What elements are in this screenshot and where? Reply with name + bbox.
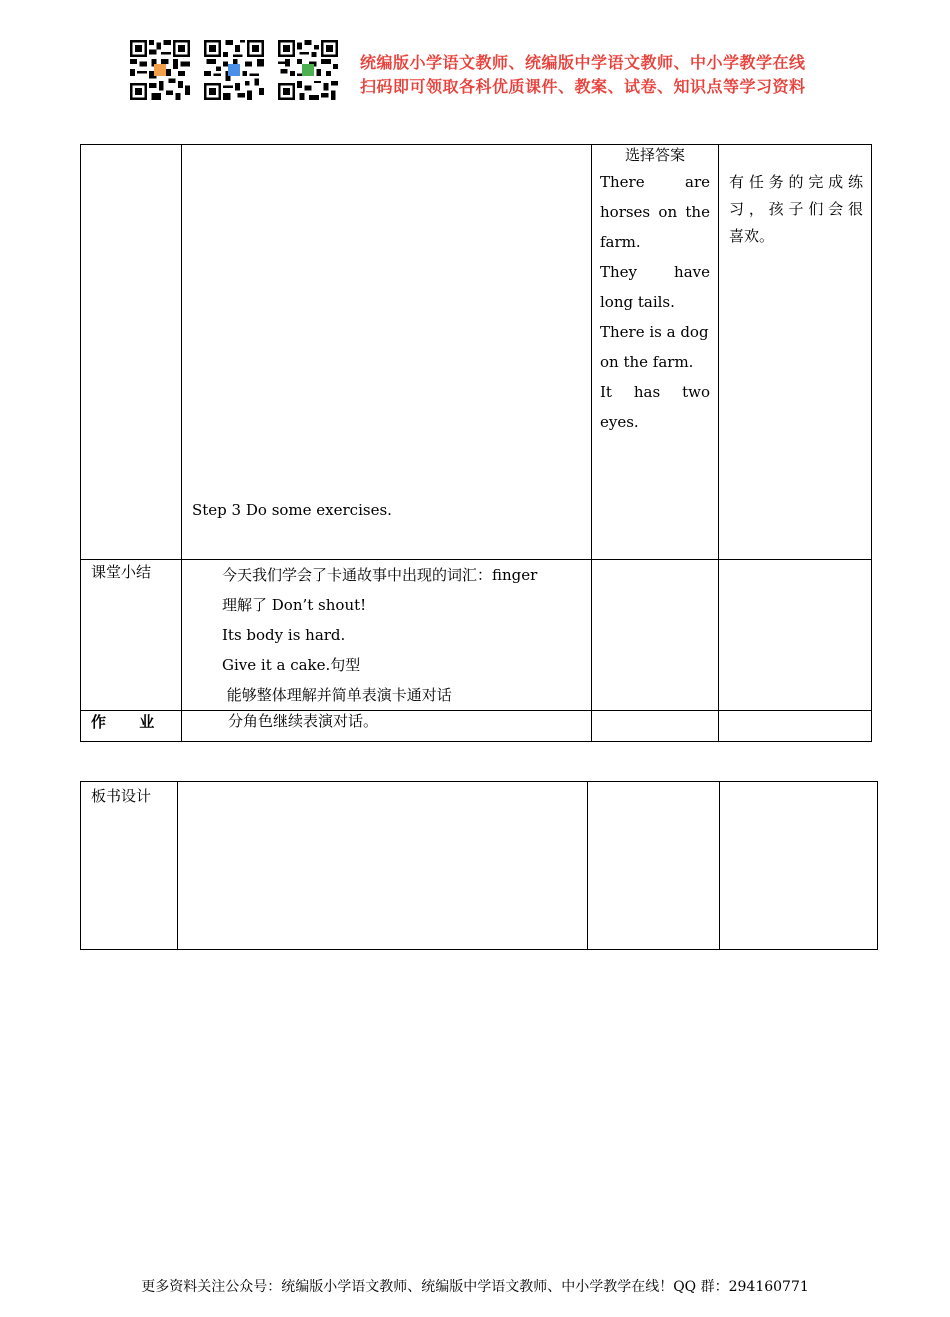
lesson-plan-table [80, 144, 872, 742]
board-empty-3 [720, 782, 878, 950]
table-row-board [81, 782, 878, 950]
answer-word: have [674, 263, 710, 281]
label-cell-empty [81, 145, 182, 560]
activity-cell [182, 145, 592, 560]
qr-code-icon [204, 40, 264, 100]
promo-line-2: 扫码即可领取各科优质课件、教案、试卷、知识点等学习资料 [360, 77, 806, 96]
note-line: 习，孩子们会很 [729, 200, 863, 218]
table-row-activity [81, 145, 872, 560]
note-cell [719, 145, 872, 560]
answer-line: long tails. [600, 293, 675, 311]
summary-lines [222, 560, 583, 710]
footer-text: 更多资料关注公众号：统编版小学语文教师、统编版中学语文教师、中小学教学在线！QQ 群：294160771 [141, 1279, 809, 1295]
answer-word: They [600, 263, 638, 281]
header-banner [128, 40, 848, 104]
answer-word: has [633, 383, 661, 401]
homework-empty-2 [719, 711, 872, 742]
qr-code-icon [130, 40, 190, 100]
summary-line: Give it a cake.句型 [222, 656, 361, 674]
summary-line: 理解了 Don’t shout! [222, 596, 367, 614]
answer-line: farm. [600, 233, 641, 251]
summary-empty-2 [719, 560, 872, 711]
summary-label: 课堂小结 [81, 560, 182, 711]
teacher-note [729, 169, 863, 250]
answer-line [600, 167, 710, 197]
answer-line [600, 197, 710, 227]
board-empty-2 [588, 782, 720, 950]
answers-list [600, 167, 710, 437]
summary-line: Its body is hard. [222, 626, 346, 644]
note-line: 有任务的完成练 [729, 173, 863, 191]
answer-line: on the farm. [600, 353, 694, 371]
answer-line [600, 377, 710, 407]
answer-word: two [682, 383, 710, 401]
homework-text: 分角色继续表演对话。 [228, 712, 379, 730]
qr-code-icon [278, 40, 338, 100]
answer-word: It [600, 383, 612, 401]
answer-line: eyes. [600, 413, 639, 431]
homework-empty-1 [592, 711, 719, 742]
answer-word: There [600, 173, 645, 191]
answer-word: on [658, 203, 678, 221]
summary-empty-1 [592, 560, 719, 711]
table-row-homework [81, 711, 872, 742]
board-design-table [80, 781, 878, 950]
homework-label: 作 业 [81, 711, 182, 742]
table-row-summary [81, 560, 872, 711]
board-design-label: 板书设计 [81, 782, 178, 950]
summary-content [182, 560, 592, 711]
answer-line [600, 257, 710, 287]
board-empty-1 [178, 782, 588, 950]
answers-cell [592, 145, 719, 560]
answers-title: 选择答案 [624, 146, 685, 164]
summary-line: 能够整体理解并简单表演卡通对话 [222, 686, 452, 704]
homework-content [182, 711, 592, 742]
promo-line-1: 统编版小学语文教师、统编版中学语文教师、中小学教学在线 [360, 53, 806, 72]
answer-word: are [685, 173, 710, 191]
answer-word: the [685, 203, 710, 221]
answer-word: horses [600, 203, 651, 221]
summary-line: 今天我们学会了卡通故事中出现的词汇：finger [222, 566, 538, 584]
answer-line: There is a dog [600, 323, 709, 341]
step-3-text: Step 3 Do some exercises. [192, 501, 392, 519]
note-line: 喜欢。 [729, 227, 775, 245]
